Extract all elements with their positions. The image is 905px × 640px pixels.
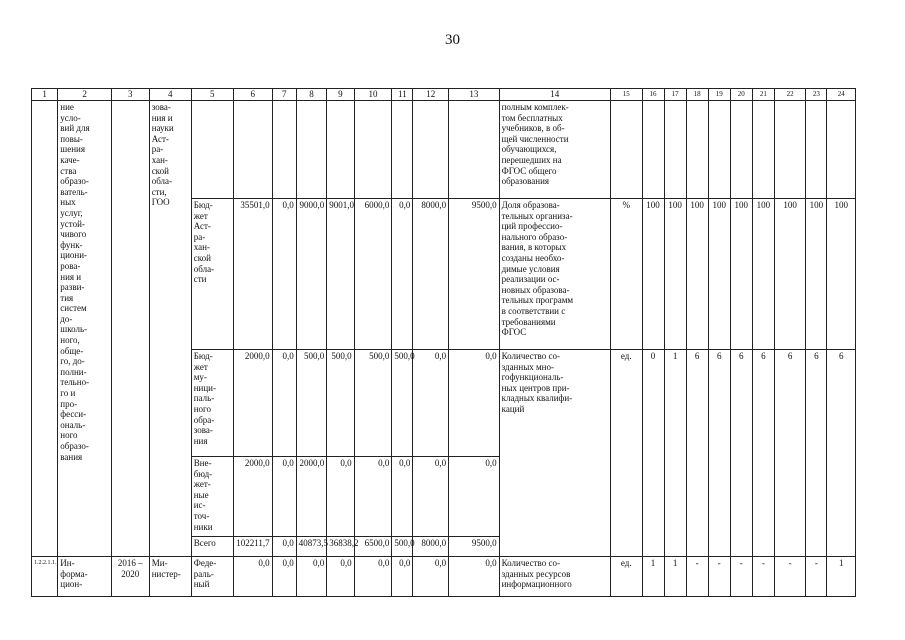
indicator-cell: полным комплек- том бесплатных учебников, в об- щей численности обучающихся, перешедших на ФГОС общего образования (499, 101, 610, 199)
value-cell: 500,0 (392, 350, 413, 457)
value-cell: 500,0 (327, 350, 354, 457)
indicator-cell: Количество со- зданных ресурсов информационного (499, 557, 610, 597)
target-cell: 100 (686, 199, 708, 350)
value-cell: 36838,2 (327, 537, 354, 557)
value-cell: 0,0 (354, 557, 392, 597)
budget-table (31, 88, 856, 597)
executor-cell: зова- ния и науки Аст- ра- хан- ской обла- сти, ГОО (149, 101, 191, 557)
header-row (32, 89, 856, 101)
header-cell: 15 (611, 89, 643, 101)
header-cell: 4 (149, 89, 191, 101)
header-cell: 20 (730, 89, 752, 101)
header-cell: 24 (827, 89, 856, 101)
value-cell: 0,0 (272, 537, 296, 557)
target-cell: 6 (827, 350, 856, 557)
value-cell: 0,0 (296, 557, 326, 597)
value-cell: 0,0 (392, 199, 413, 350)
target-cell: 100 (730, 199, 752, 350)
target-cell: 6 (730, 350, 752, 557)
header-cell: 11 (392, 89, 413, 101)
target-cell: 1 (664, 557, 686, 597)
source-cell: Вне- бюд- жет- ные ис- точ- ники (191, 457, 233, 537)
code-cell: 1.2.2.1.1. (32, 557, 58, 597)
value-cell: 35501,0 (233, 199, 272, 350)
value-cell: 2000,0 (233, 350, 272, 457)
value-cell: 0,0 (413, 457, 449, 537)
source-cell: Бюд- жет му- ници- паль- ного обра- зова- ния (191, 350, 233, 457)
header-cell: 18 (686, 89, 708, 101)
executor-cell: Ми- нистер- (149, 557, 191, 597)
value-cell: 500,0 (392, 537, 413, 557)
value-cell: 500,0 (296, 350, 326, 457)
target-cell: 100 (642, 199, 664, 350)
source-cell: Всего (191, 537, 233, 557)
value-cell: 0,0 (327, 457, 354, 537)
header-cell: 7 (272, 89, 296, 101)
period-cell: 2016 – 2020 (111, 557, 149, 597)
header-cell: 1 (32, 89, 58, 101)
header-cell: 17 (664, 89, 686, 101)
table-row (32, 557, 856, 597)
value-cell: 9500,0 (449, 199, 499, 350)
target-cell: - (752, 557, 774, 597)
value-cell: 40873,5 (296, 537, 326, 557)
activity-name-cell: ние усло- вий для повы- шения каче- ства образо- ватель- ных услуг, устой- чивого функ- циони- рова- ния и разви- тия систем до- школь- ного, обще- го, до- полни- тельно- го и про- фесси- ональ- ного образо- вания (58, 101, 112, 557)
value-cell: 0,0 (233, 557, 272, 597)
header-cell: 2 (58, 89, 112, 101)
header-cell: 19 (708, 89, 730, 101)
target-cell: - (686, 557, 708, 597)
header-cell: 21 (752, 89, 774, 101)
target-cell: 100 (827, 199, 856, 350)
target-cell: 1 (664, 350, 686, 557)
target-cell: 0 (642, 350, 664, 557)
unit-cell: ед. (611, 350, 643, 557)
header-cell: 16 (642, 89, 664, 101)
value-cell: 500,0 (354, 350, 392, 457)
value-cell: 6000,0 (354, 199, 392, 350)
header-cell: 10 (354, 89, 392, 101)
value-cell: 0,0 (354, 457, 392, 537)
value-cell: 9001,0 (327, 199, 354, 350)
value-cell: 9500,0 (449, 537, 499, 557)
value-cell: 0,0 (327, 557, 354, 597)
value-cell: 102211,7 (233, 537, 272, 557)
value-cell: 0,0 (449, 557, 499, 597)
source-cell: Бюд- жет Аст- ра- хан- ской обла- сти (191, 199, 233, 350)
header-cell: 9 (327, 89, 354, 101)
target-cell: - (708, 557, 730, 597)
source-cell (191, 101, 233, 199)
indicator-cell: Доля образова- тельных организа- ций профессио- нального образо- вания, в которых созданы необхо- димые условия реализации ос- новных образова- тельных программ в соответствии с требованиями ФГОС (499, 199, 610, 350)
target-cell: 100 (664, 199, 686, 350)
value-cell: 0,0 (392, 557, 413, 597)
value-cell: 0,0 (272, 199, 296, 350)
value-cell: 2000,0 (296, 457, 326, 537)
value-cell: 0,0 (392, 457, 413, 537)
table-row (32, 101, 856, 199)
header-cell: 8 (296, 89, 326, 101)
value-cell: 0,0 (449, 457, 499, 537)
header-cell: 23 (806, 89, 827, 101)
activity-name-cell: Ин- форма- цион- (58, 557, 112, 597)
value-cell: 8000,0 (413, 199, 449, 350)
target-cell: 6 (708, 350, 730, 557)
target-cell: 6 (686, 350, 708, 557)
value-cell: 0,0 (413, 350, 449, 457)
unit-cell: % (611, 199, 643, 350)
target-cell: 100 (708, 199, 730, 350)
value-cell: 0,0 (272, 457, 296, 537)
value-cell: 9000,0 (296, 199, 326, 350)
value-cell: 0,0 (413, 557, 449, 597)
target-cell: 100 (806, 199, 827, 350)
target-cell: 100 (752, 199, 774, 350)
indicator-cell: Количество со- зданных мно- гофункциональ- ных центров при- кладных квалифи- каций (499, 350, 610, 557)
value-cell: 0,0 (449, 350, 499, 457)
value-cell: 0,0 (272, 557, 296, 597)
code-cell (32, 101, 58, 557)
target-cell: 100 (774, 199, 806, 350)
target-cell: 1 (827, 557, 856, 597)
target-cell: 6 (806, 350, 827, 557)
target-cell: - (730, 557, 752, 597)
header-cell: 12 (413, 89, 449, 101)
target-cell: 6 (752, 350, 774, 557)
target-cell: 6 (774, 350, 806, 557)
header-cell: 3 (111, 89, 149, 101)
target-cell: - (806, 557, 827, 597)
target-cell: - (774, 557, 806, 597)
source-cell: Феде- раль- ный (191, 557, 233, 597)
target-cell: 1 (642, 557, 664, 597)
header-cell: 13 (449, 89, 499, 101)
value-cell: 0,0 (272, 350, 296, 457)
period-cell (111, 101, 149, 557)
unit-cell: ед. (611, 557, 643, 597)
header-cell: 6 (233, 89, 272, 101)
header-cell: 14 (499, 89, 610, 101)
header-cell: 5 (191, 89, 233, 101)
value-cell: 6500,0 (354, 537, 392, 557)
header-cell: 22 (774, 89, 806, 101)
page-number: 30 (445, 32, 460, 48)
value-cell: 2000,0 (233, 457, 272, 537)
value-cell: 8000,0 (413, 537, 449, 557)
